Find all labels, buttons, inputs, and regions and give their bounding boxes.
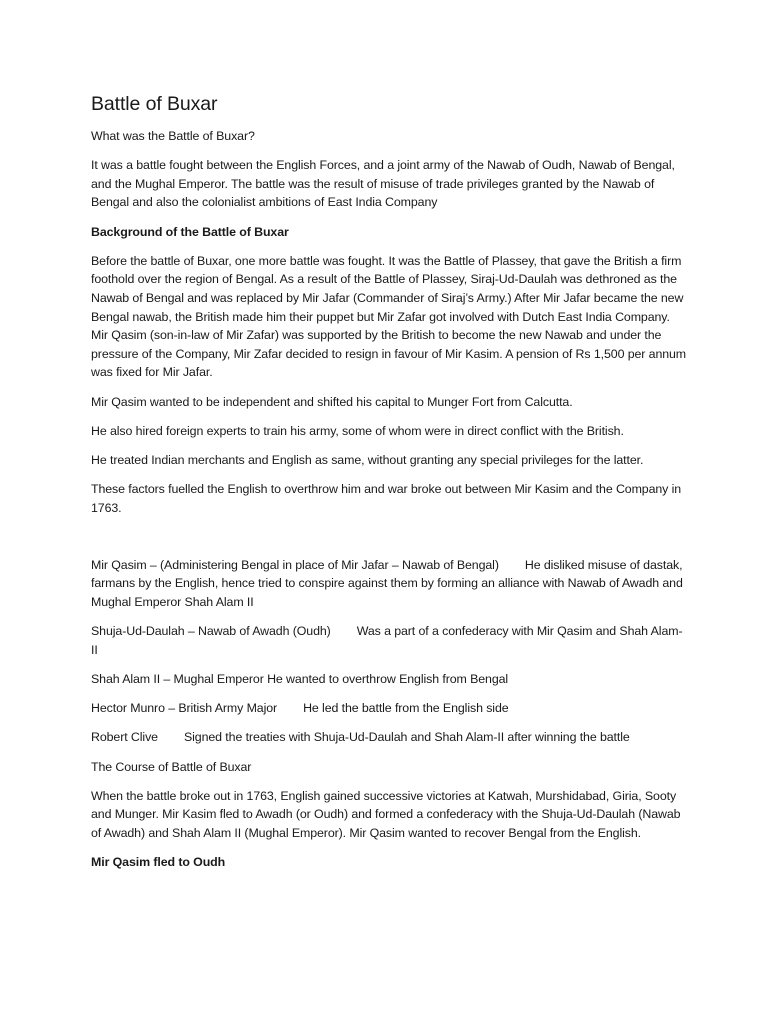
person-description: Was a part of a confederacy with Mir Qasim and Shah Alam-II [91, 624, 683, 657]
person-name: Robert Clive [91, 730, 158, 745]
paragraph-experts: He also hired foreign experts to train his army, some of whom were in direct conflict with the British. [91, 423, 624, 438]
background-paragraph: Before the battle of Buxar, one more battle was fought. It was the Battle of Plassey, that gave the British a firm foothold over the region of Bengal. As a result of the Battle of Plassey, Siraj-Ud-Daulah was dethroned as the Nawab of Bengal and was replaced by Mir Jafar (Commander of Siraj’s Army.) After Mir Jafar became the new Bengal nawab, the British made him their puppet but Mir Zafar got involved with Dutch East India Company. Mir Qasim (son-in-law of Mir Zafar) was supported by the British to become the new Nawab and under the pressure of the Company, Mir Zafar decided to resign in favour of Mir Kasim. A pension of Rs 1,500 per annum was fixed for Mir Jafar. [91, 253, 687, 380]
person-name: Mir Qasim – (Administering Bengal in place of Mir Jafar – Nawab of Bengal) [91, 557, 499, 572]
person-entry [91, 556, 687, 612]
person-description: He wanted to overthrow English from Bengal [267, 672, 509, 686]
document-title: Battle of Buxar [91, 93, 218, 115]
person-description: He disliked misuse of dastak, farmans by the English, hence tried to conspire against them by forming an alliance with Nawab of Awadh and Mughal Emperor Shah Alam II [91, 557, 683, 610]
person-description: He led the battle from the English side [303, 701, 509, 716]
person-entry [91, 670, 687, 689]
fled-heading: Mir Qasim fled to Oudh [91, 855, 226, 870]
course-paragraph: When the battle broke out in 1763, English gained successive victories at Katwah, Murshidabad, Giria, Sooty and Munger. Mir Kasim fled to Awadh (or Oudh) and formed a confederacy with the Shuja-Ud-Daulah (Nawab of Awadh) and Shah Alam II (Mughal Emperor). Mir Qasim wanted to recover Bengal from the English. [91, 788, 681, 840]
person-name: Shuja-Ud-Daulah – Nawab of Awadh (Oudh) [91, 624, 331, 639]
person-name: Shah Alam II – Mughal Emperor [91, 672, 264, 686]
paragraph-merchants: He treated Indian merchants and English as same, without granting any special privileges for the latter. [91, 452, 644, 467]
person-description: Signed the treaties with Shuja-Ud-Daulah and Shah Alam-II after winning the battle [183, 730, 630, 745]
person-entry [91, 699, 687, 718]
question-heading: What was the Battle of Buxar? [91, 129, 255, 143]
person-entry [91, 622, 687, 659]
paragraph-war: These factors fuelled the English to overthrow him and war broke out between Mir Kasim and the Company in 1763. [91, 482, 682, 515]
blank-spacer [91, 528, 687, 556]
document-content [91, 93, 687, 882]
person-name: Hector Munro – British Army Major [91, 701, 278, 716]
background-heading: Background of the Battle of Buxar [91, 224, 289, 239]
paragraph-capital: Mir Qasim wanted to be independent and shifted his capital to Munger Fort from Calcutta. [91, 394, 573, 409]
person-entry [91, 728, 687, 747]
course-heading: The Course of Battle of Buxar [91, 759, 252, 774]
intro-paragraph: It was a battle fought between the English Forces, and a joint army of the Nawab of Oudh, Nawab of Bengal, and the Mughal Emperor. The battle was the result of misuse of trade privileges granted by the Nawab of Bengal and also the colonialist ambitions of East India Company [91, 158, 675, 210]
